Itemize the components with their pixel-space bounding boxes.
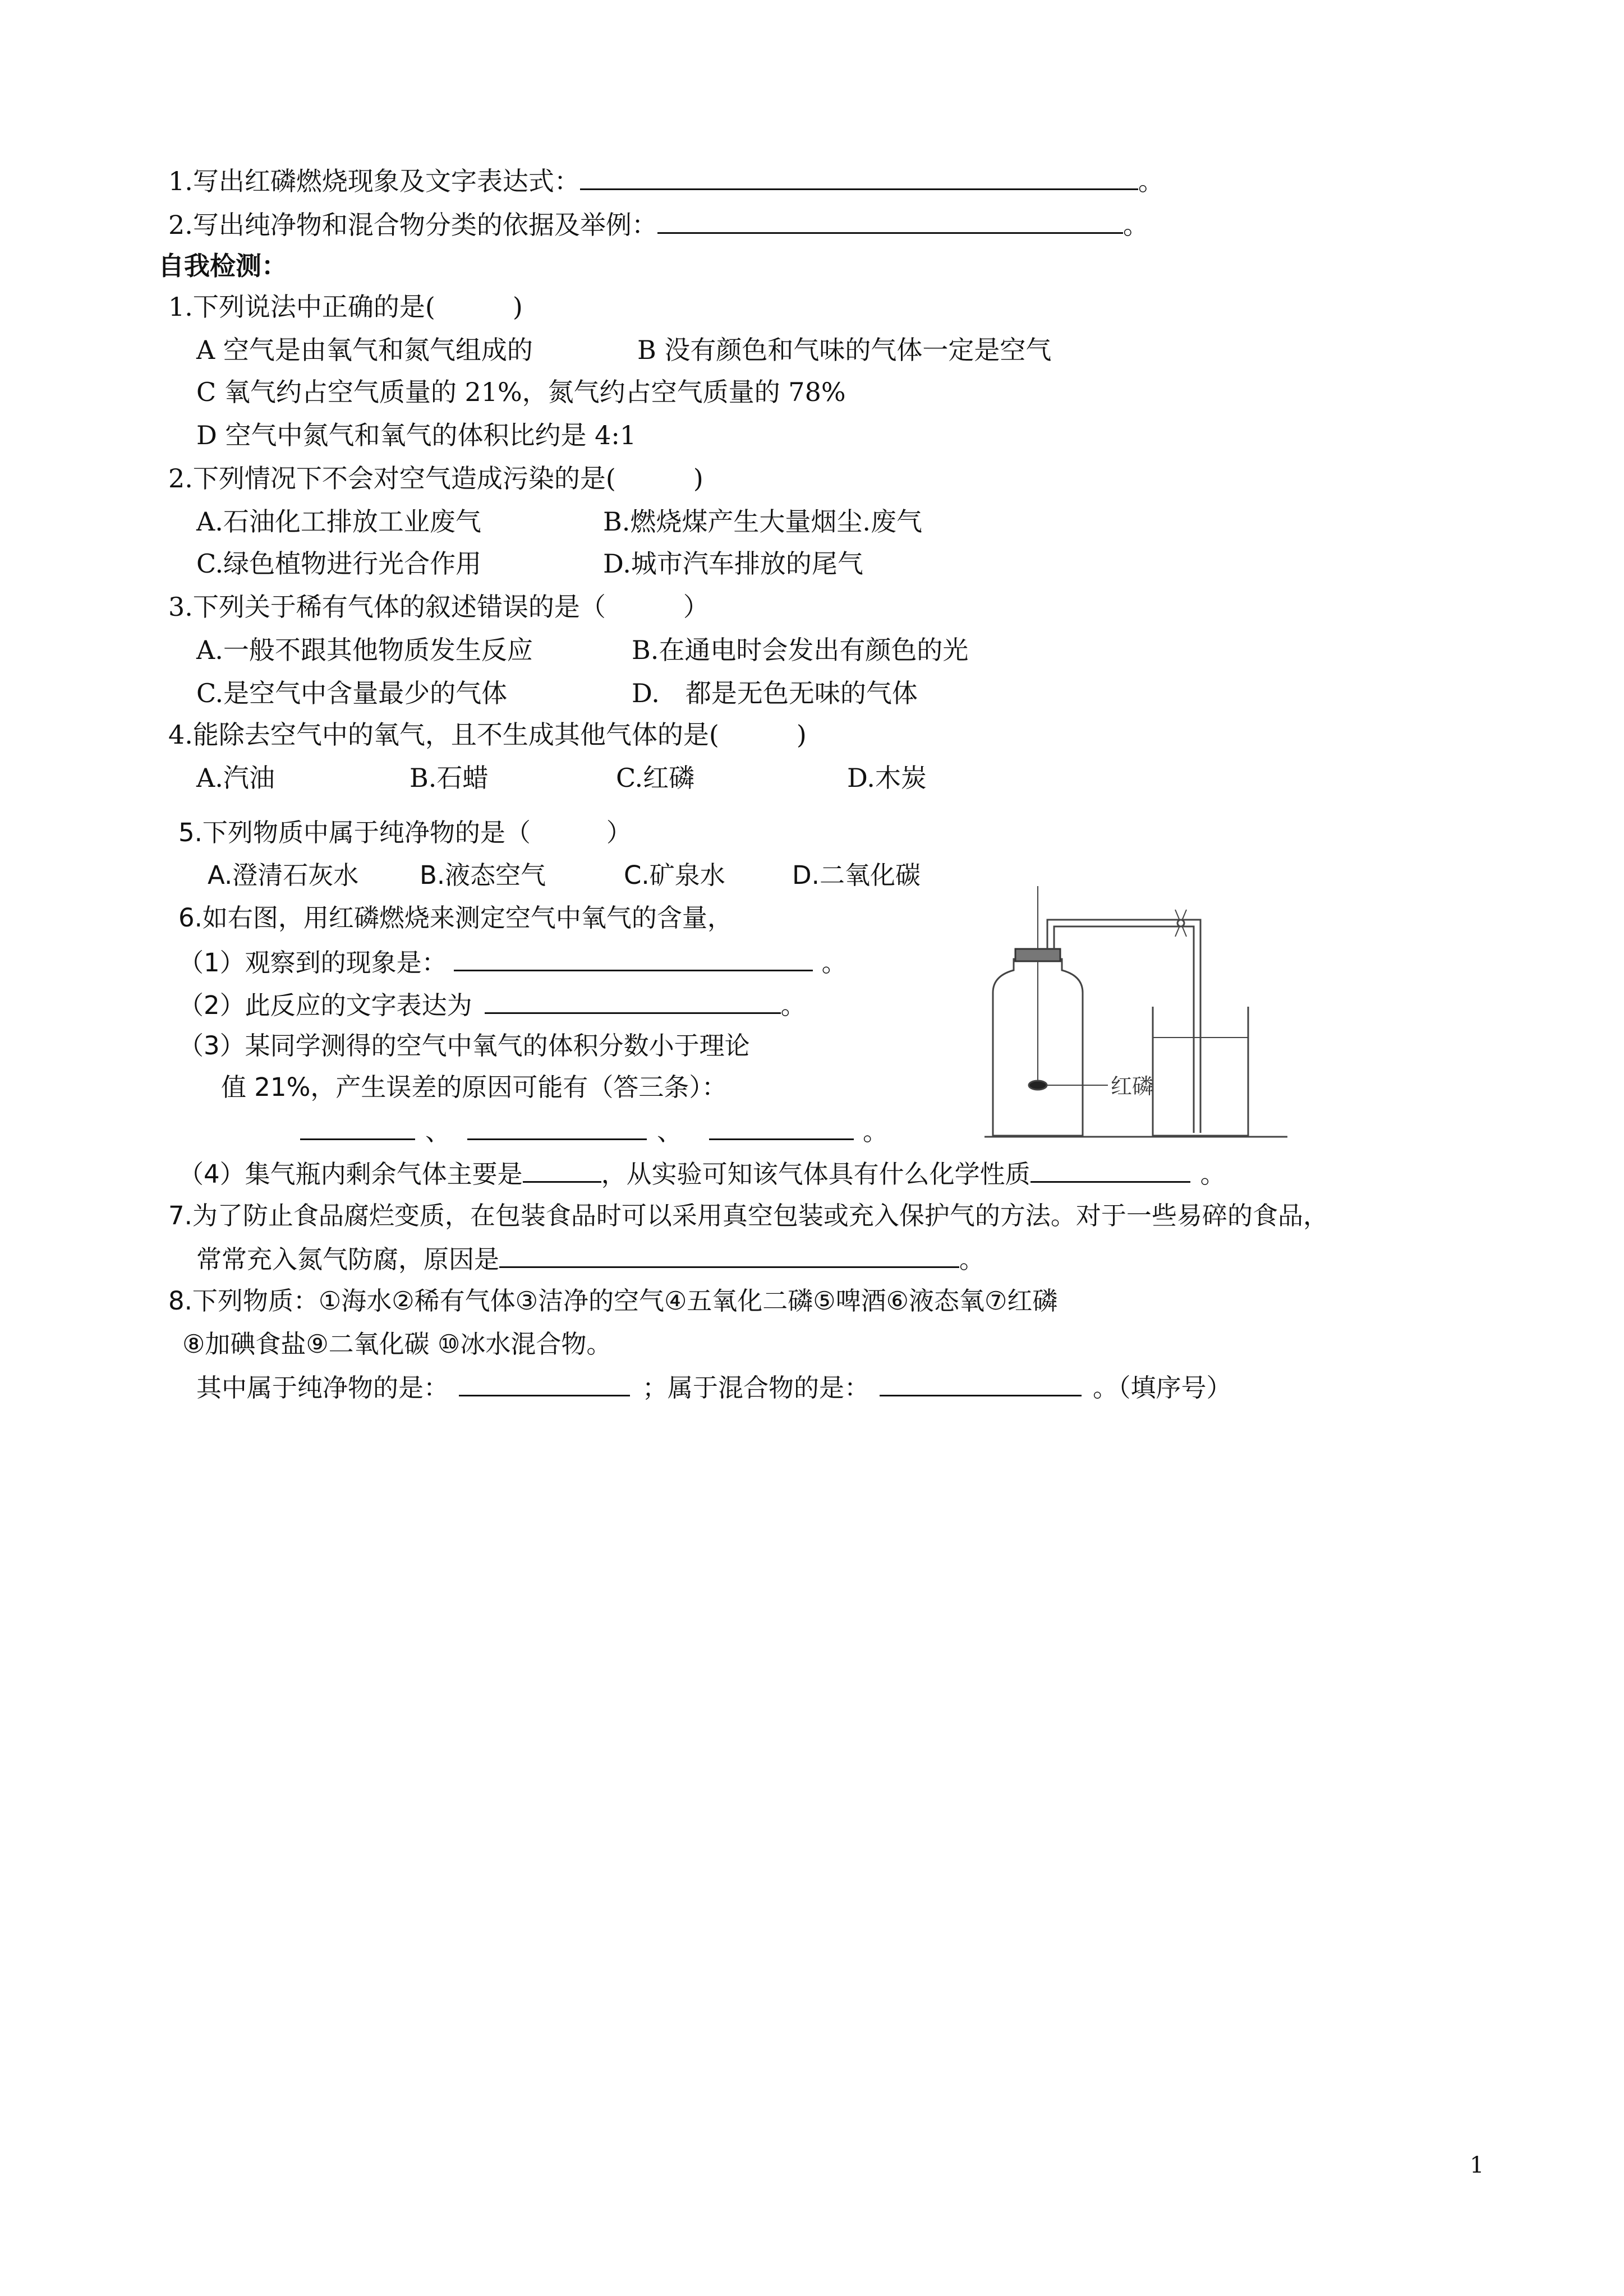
q2-option-b: B.燃烧煤产生大量烟尘.废气 xyxy=(603,506,923,537)
q6-part4-text-b: ，从实验可知该气体具有什么化学性质 xyxy=(601,1159,1030,1189)
q3-stem: 3.下列关于稀有气体的叙述错误的是（ ） xyxy=(168,592,709,622)
answer-blank[interactable] xyxy=(459,1370,630,1396)
figure-label: 红磷 xyxy=(1111,1074,1154,1099)
q1-option-c: C 氧气约占空气质量的 21%，氮气约占空气质量的 78% xyxy=(196,377,846,407)
q5-option-a: A.澄清石灰水 xyxy=(208,860,359,890)
q6-part3: （3）某同学测得的空气中氧气的体积分数小于理论 xyxy=(178,1031,750,1061)
q5-stem: 5.下列物质中属于纯净物的是（ ） xyxy=(178,818,632,847)
apparatus-figure xyxy=(984,886,1293,1152)
q6-part1 xyxy=(178,945,847,980)
review-q2-text: 2.写出纯净物和混合物分类的依据及举例： xyxy=(168,210,657,240)
q5-option-b: B.液态空气 xyxy=(420,860,546,890)
q5-option-d: D.二氧化碳 xyxy=(792,860,921,890)
q4-option-c: C.红磷 xyxy=(616,763,695,793)
q4-option-a: A.汽油 xyxy=(196,763,275,793)
review-q1-text: 1.写出红磷燃烧现象及文字表达式： xyxy=(168,166,580,196)
q8-line3-text-c: 。（填序号） xyxy=(1093,1373,1232,1403)
q3-option-a: A.一般不跟其他物质发生反应 xyxy=(196,635,533,665)
period: 。 xyxy=(959,1244,985,1274)
q2-stem: 2.下列情况下不会对空气造成污染的是( ) xyxy=(168,463,703,494)
q7-line2-text: 常常充入氮气防腐，原因是 xyxy=(196,1244,500,1274)
separator: 、 xyxy=(425,1117,451,1146)
q4-option-b: B.石蜡 xyxy=(410,763,489,793)
q8-line1: 8.下列物质：①海水②稀有气体③洁净的空气④五氧化二磷⑤啤酒⑥液态氧⑦红磷 xyxy=(168,1286,1058,1316)
q7-line1: 7.为了防止食品腐烂变质，在包装食品时可以采用真空包装或充入保护气的方法。对于一些易碎的食品， xyxy=(168,1201,1328,1230)
answer-blank[interactable] xyxy=(499,1242,959,1268)
q4-option-d: D.木炭 xyxy=(847,763,927,793)
answer-blank[interactable] xyxy=(523,1156,601,1183)
separator: 、 xyxy=(657,1117,683,1146)
answer-blank[interactable] xyxy=(300,1114,415,1140)
page-number: 1 xyxy=(1470,2152,1484,2178)
q3-option-b: B.在通电时会发出有颜色的光 xyxy=(632,635,969,665)
q6-part1-text: （1）观察到的现象是： xyxy=(178,948,447,978)
q6-part3-continued: 值 21%，产生误差的原因可能有（答三条）： xyxy=(221,1072,727,1102)
q4-stem: 4.能除去空气中的氧气，且不生成其他气体的是( ) xyxy=(168,720,807,750)
q7-line2 xyxy=(196,1242,984,1276)
period: 。 xyxy=(1122,210,1149,240)
answer-blank[interactable] xyxy=(454,945,813,971)
q6-stem: 6.如右图，用红磷燃烧来测定空气中氧气的含量， xyxy=(178,903,733,933)
q6-part2 xyxy=(178,988,806,1022)
q6-part4-text-a: （4）集气瓶内剩余气体主要是 xyxy=(178,1159,523,1189)
answer-blank[interactable] xyxy=(580,164,1138,190)
review-q1 xyxy=(168,164,1164,198)
glass-tube xyxy=(1047,920,1200,1133)
q2-option-a: A.石油化工排放工业废气 xyxy=(196,506,481,537)
q6-part3-blanks xyxy=(300,1114,888,1149)
period: 。 xyxy=(863,1117,889,1146)
period: 。 xyxy=(1138,166,1164,196)
q6-part4 xyxy=(178,1156,1226,1191)
q3-option-c: C.是空气中含量最少的气体 xyxy=(196,678,508,708)
q2-option-c: C.绿色植物进行光合作用 xyxy=(196,548,482,579)
q5-option-c: C.矿泉水 xyxy=(624,860,725,890)
q8-line3-text-b: ；属于混合物的是： xyxy=(642,1373,870,1403)
answer-blank[interactable] xyxy=(709,1114,854,1140)
q6-part2-text: （2）此反应的文字表达为 xyxy=(178,990,472,1020)
answer-blank[interactable] xyxy=(1030,1156,1190,1183)
q8-line3-text-a: 其中属于纯净物的是： xyxy=(196,1373,449,1403)
period: 。 xyxy=(1200,1159,1226,1189)
review-q2 xyxy=(168,208,1149,242)
q1-option-b: B 没有颜色和气味的气体一定是空气 xyxy=(637,335,1052,365)
stopper xyxy=(1015,949,1060,961)
spoon xyxy=(1029,1081,1047,1090)
q2-option-d: D.城市汽车排放的尾气 xyxy=(603,548,863,579)
q3-option-d: D. 都是无色无味的气体 xyxy=(632,678,918,708)
answer-blank[interactable] xyxy=(657,208,1123,234)
q8-line3 xyxy=(196,1370,1232,1405)
answer-blank[interactable] xyxy=(485,988,781,1014)
q8-line2: ⑧加碘食盐⑨二氧化碳 ⑩冰水混合物。 xyxy=(182,1329,612,1359)
period: 。 xyxy=(780,990,806,1020)
q1-option-a: A 空气是由氧气和氮气组成的 xyxy=(196,335,533,365)
section-title: 自我检测： xyxy=(158,251,287,281)
period: 。 xyxy=(821,948,847,978)
q1-stem: 1.下列说法中正确的是( ) xyxy=(168,292,523,322)
answer-blank[interactable] xyxy=(880,1370,1082,1396)
answer-blank[interactable] xyxy=(467,1114,647,1140)
q1-option-d: D 空气中氮气和氧气的体积比约是 4:1 xyxy=(196,420,637,450)
